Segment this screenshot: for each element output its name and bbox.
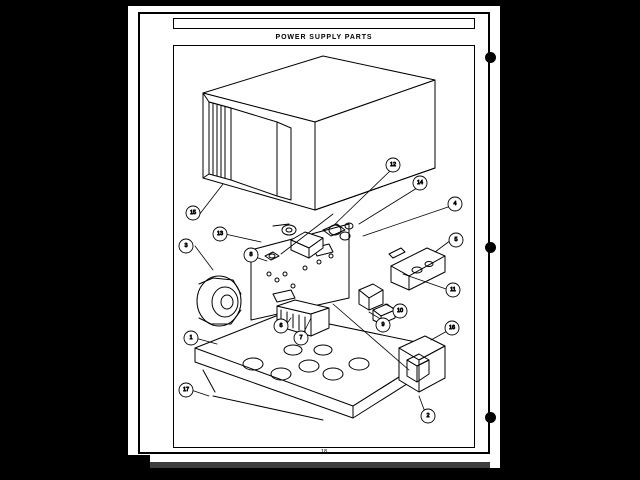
svg-text:16: 16	[448, 325, 456, 331]
svg-text:9: 9	[381, 322, 385, 328]
callout-15	[186, 206, 200, 220]
page-title: POWER SUPPLY PARTS	[275, 33, 373, 41]
scan-artifact-corner	[128, 455, 150, 468]
svg-text:5: 5	[454, 237, 458, 243]
cover-shroud	[203, 56, 435, 210]
svg-text:3: 3	[184, 243, 188, 249]
svg-text:2: 2	[426, 413, 430, 419]
callout-11	[446, 283, 460, 297]
right-bracket-upper	[389, 248, 445, 290]
blower-fan	[197, 276, 241, 326]
svg-text:6: 6	[279, 323, 283, 329]
relay-blocks	[359, 284, 395, 324]
binder-punch-hole	[485, 52, 496, 63]
callout-10	[393, 304, 407, 318]
svg-text:8: 8	[249, 252, 253, 258]
callout-5	[449, 233, 463, 247]
svg-text:14: 14	[416, 180, 424, 186]
callout-6	[274, 319, 288, 333]
callout-14	[413, 176, 427, 190]
svg-text:1: 1	[189, 335, 193, 341]
svg-text:4: 4	[453, 201, 457, 207]
callout-3	[179, 239, 193, 253]
binder-punch-hole	[485, 242, 496, 253]
callout-9	[376, 318, 390, 332]
callout-13	[213, 227, 227, 241]
callout-1	[184, 331, 198, 345]
svg-text:7: 7	[299, 335, 303, 341]
drawing-svg	[173, 18, 475, 448]
assembly-line-drawing	[173, 18, 475, 448]
svg-text:12: 12	[389, 162, 397, 168]
callout-16	[445, 321, 459, 335]
page-number: 18	[320, 449, 328, 455]
svg-text:17: 17	[182, 387, 190, 393]
callout-2	[421, 409, 435, 423]
callout-17	[179, 383, 193, 397]
svg-text:11: 11	[450, 287, 456, 293]
binder-punch-hole	[485, 412, 496, 423]
svg-text:15: 15	[189, 210, 197, 216]
callout-7	[294, 331, 308, 345]
right-bracket-lower	[399, 336, 445, 392]
svg-text:10: 10	[396, 308, 404, 314]
callout-4	[448, 197, 462, 211]
callout-8	[244, 248, 258, 262]
svg-text:13: 13	[216, 231, 224, 237]
callout-12	[386, 158, 400, 172]
scan-artifact-bottom	[150, 462, 490, 468]
